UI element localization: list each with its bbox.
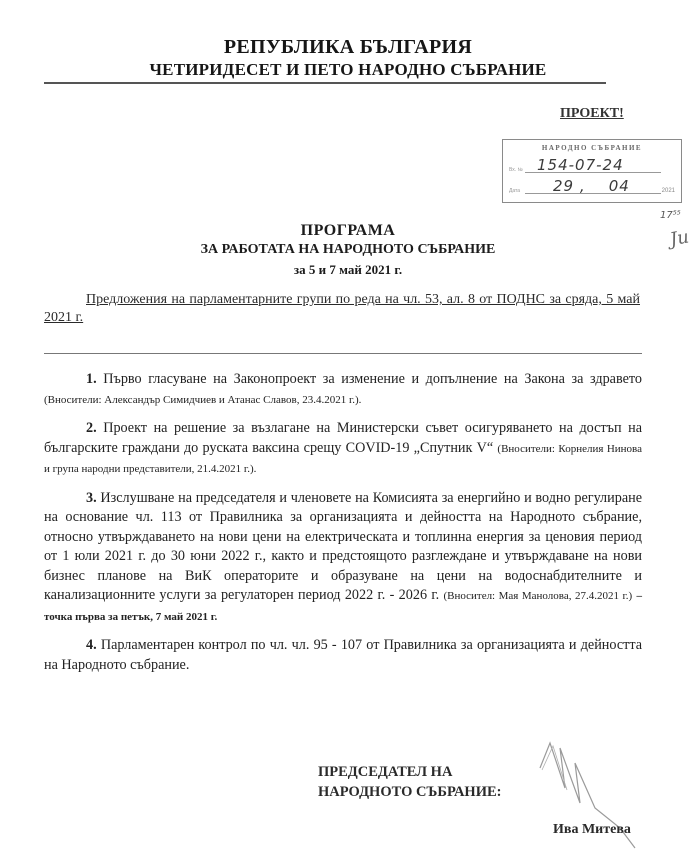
- signature-block: [318, 762, 502, 802]
- agenda-item-text: Проект на решение за възлагане на Министерски съвет осигуряването на достъп на българските граждани до руската ваксина срещу COVID-19 „Спутник V“: [44, 420, 642, 456]
- signatory-name: Ива Митева: [553, 822, 631, 837]
- stamp-registration-row: [509, 157, 675, 175]
- agenda-item-note: (Вносител: Мая Манолова, 27.4.2021 г.): [443, 590, 633, 602]
- header-republic: РЕПУБЛИКА БЪЛГАРИЯ: [223, 36, 473, 58]
- header-parliament: ЧЕТИРИДЕСЕТ И ПЕТО НАРОДНО СЪБРАНИЕ: [149, 60, 547, 79]
- section-divider: [44, 353, 642, 354]
- agenda-item-text: Първо гласуване на Законопроект за изменение и допълнение на Закона за здравето: [103, 371, 643, 387]
- header-divider: [44, 82, 606, 84]
- program-title: ПРОГРАМА: [300, 222, 396, 239]
- stamp-date-year: 2021: [661, 188, 675, 194]
- stamp-reg-number: 154-07-24: [537, 156, 624, 174]
- agenda-list: [44, 370, 642, 684]
- signature-title-line2: НАРОДНОТО СЪБРАНИЕ:: [318, 784, 502, 800]
- stamp-date-month: 04: [608, 177, 630, 195]
- agenda-item-note: (Вносители: Александър Симидчиев и Атанас Славов, 23.4.2021 г.).: [44, 393, 362, 406]
- handwritten-signature-icon: [520, 728, 660, 858]
- proposals-heading: Предложения на парламентарните групи по реда на чл. 53, ал. 8 от ПОДНС за сряда, 5 май 2021 г.: [44, 292, 640, 325]
- stamp-initials: Ju: [668, 226, 691, 251]
- signature-title-line1: ПРЕДСЕДАТЕЛ НА: [318, 764, 453, 780]
- agenda-item: [44, 489, 642, 628]
- stamp-date-row: [509, 178, 675, 196]
- agenda-item: [44, 636, 642, 675]
- program-subtitle: ЗА РАБОТАТА НА НАРОДНОТО СЪБРАНИЕ: [200, 242, 496, 257]
- stamp-date-label: Дата: [509, 188, 521, 194]
- agenda-item-number: 2.: [86, 420, 97, 436]
- stamp-date-handwritten: 29 , 04: [553, 177, 630, 195]
- stamp-time-note: 17⁵⁵: [660, 210, 681, 221]
- draft-label: ПРОЕКТ!: [560, 106, 624, 121]
- stamp-date-day: 29: [553, 177, 575, 195]
- agenda-item: [44, 419, 642, 480]
- agenda-item-number: 1.: [86, 371, 97, 387]
- agenda-item-number: 4.: [86, 637, 97, 653]
- agenda-item: [44, 370, 642, 410]
- agenda-item-schedule-note: – точка първа за петък, 7 май 2021 г.: [44, 590, 643, 623]
- agenda-item-text: Парламентарен контрол по чл. чл. 95 - 107 от Правилника за организацията и дейността на Народното събрание.: [44, 637, 643, 673]
- agenda-item-note: (Вносители: Корнелия Нинова и група народни представители, 21.4.2021 г.).: [44, 442, 642, 475]
- agenda-item-text: Изслушване на председателя и членовете на Комисията за енергийно и водно регулиране на основание чл. 113 от Правилника за организацията и дейността на Народното събрание, относно утвърждаването на нови цени на електрическата и топлинна енергия за ценовия период от 1 юли 2021 г. до 30 юни 2022 г., както и предстоящото разглеждане и утвърждаване на нови бизнес планове на ВиК операторите и образуване на цени на водоснабдителните и канализационните услуги за регулаторен период 2022 г. - 2026 г.: [44, 489, 643, 603]
- stamp-reg-label: Вх. №: [509, 167, 523, 173]
- registration-stamp: [502, 139, 682, 203]
- stamp-title: НАРОДНО СЪБРАНИЕ: [541, 144, 643, 152]
- program-dates: за 5 и 7 май 2021 г.: [293, 262, 403, 277]
- agenda-item-number: 3.: [86, 489, 97, 506]
